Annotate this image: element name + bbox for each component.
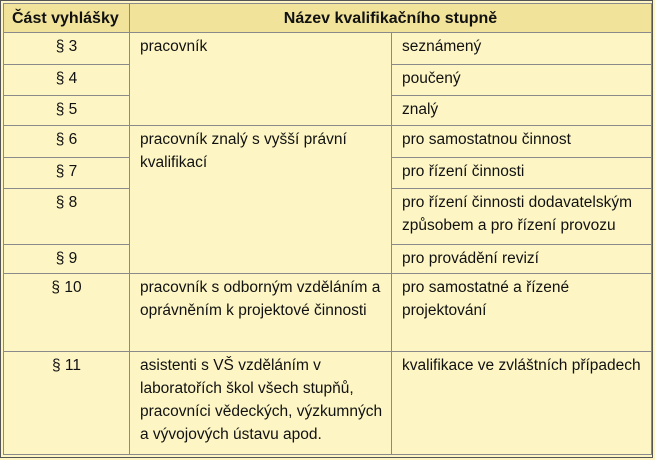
table-row bbox=[4, 274, 652, 352]
section-cell: § 7 bbox=[4, 157, 130, 188]
name-cell: pro samostatné a řízené projektování bbox=[392, 274, 652, 352]
section-cell: § 10 bbox=[4, 274, 130, 352]
qualification-table bbox=[3, 3, 652, 455]
section-cell: § 6 bbox=[4, 126, 130, 157]
group-cell: pracovník s odborným vzděláním a oprávněním k projektové činnosti bbox=[130, 274, 392, 352]
section-cell: § 5 bbox=[4, 95, 130, 125]
name-cell: pro samostatnou činnost bbox=[392, 126, 652, 157]
header-name: Název kvalifikačního stupně bbox=[130, 4, 652, 33]
group-cell: pracovník znalý s vyšší právní kvalifikací bbox=[130, 126, 392, 274]
section-cell: § 11 bbox=[4, 352, 130, 455]
header-section: Část vyhlášky bbox=[4, 4, 130, 33]
section-cell: § 4 bbox=[4, 65, 130, 95]
name-cell: pro řízení činnosti bbox=[392, 157, 652, 188]
name-cell: znalý bbox=[392, 95, 652, 125]
name-cell: pro řízení činnosti dodavatelským způsobem a pro řízení provozu bbox=[392, 189, 652, 245]
name-cell: poučený bbox=[392, 65, 652, 95]
name-cell: pro provádění revizí bbox=[392, 244, 652, 273]
section-cell: § 3 bbox=[4, 33, 130, 65]
group-cell: asistenti s VŠ vzděláním v laboratořích škol všech stupňů, pracovníci vědeckých, výzkumných a vývojových ústavu apod. bbox=[130, 352, 392, 455]
table-row bbox=[4, 352, 652, 455]
section-cell: § 9 bbox=[4, 244, 130, 273]
name-cell: seznámený bbox=[392, 33, 652, 65]
table-row bbox=[4, 33, 652, 65]
group-cell: pracovník bbox=[130, 33, 392, 126]
section-cell: § 8 bbox=[4, 189, 130, 245]
name-cell: kvalifikace ve zvláštních případech bbox=[392, 352, 652, 455]
table-row bbox=[4, 126, 652, 157]
header-row bbox=[4, 4, 652, 33]
